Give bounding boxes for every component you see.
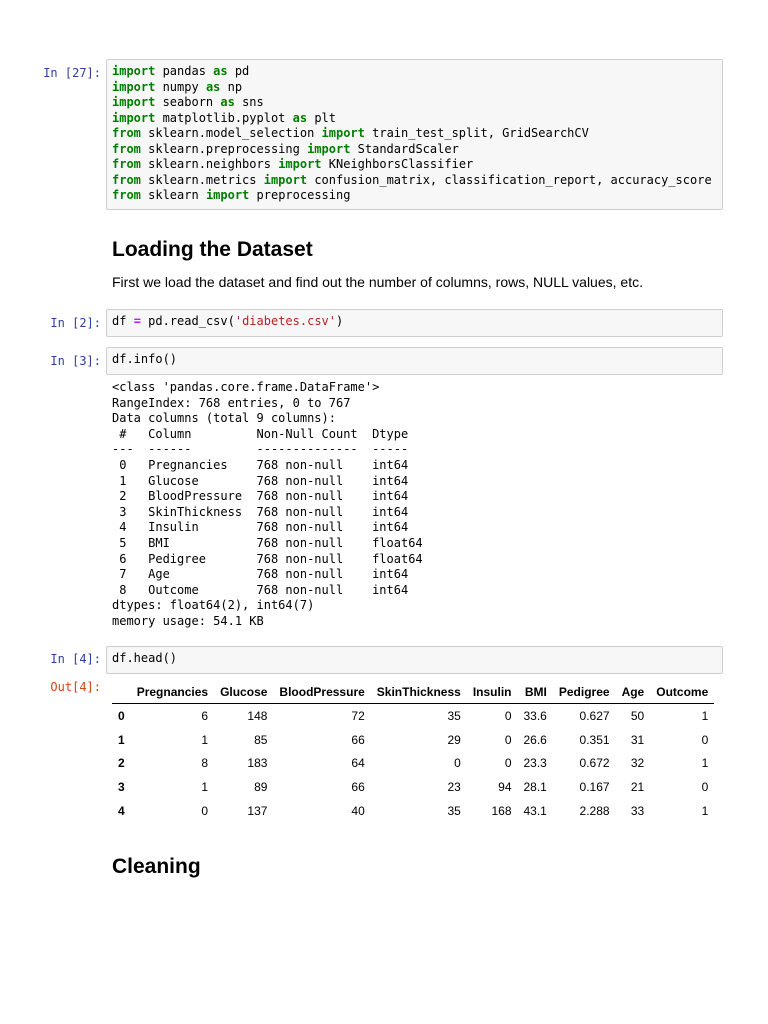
code-token: preprocessing: [249, 188, 351, 202]
table-cell: 50: [630, 708, 645, 723]
column-header: Age: [616, 681, 651, 704]
code-token: sns: [234, 95, 264, 109]
code-keyword: import: [205, 188, 250, 202]
column-header: BMI: [518, 681, 553, 704]
table-cell: 168: [491, 804, 512, 819]
code-keyword: as: [213, 64, 228, 78]
table-cell: 40: [351, 804, 365, 819]
table-cell: 64: [351, 756, 365, 771]
code-keyword: from: [112, 141, 141, 156]
table-cell: 32: [630, 756, 645, 771]
cell-2-code-editor[interactable]: [106, 309, 723, 337]
table-cell: 1: [701, 756, 709, 771]
row-index: 3: [118, 780, 125, 795]
table-cell: 0: [701, 732, 709, 747]
code-token: pandas: [155, 64, 214, 78]
code-token: seaborn: [155, 95, 221, 109]
table-cell: 66: [351, 780, 365, 795]
table-cell: 183: [247, 756, 268, 771]
code-token: np: [220, 79, 243, 94]
section-description: First we load the dataset and find out the number of columns, rows, NULL values, etc.: [112, 274, 643, 290]
table-cell: 21: [630, 780, 645, 795]
code-keyword: import: [112, 95, 156, 109]
code-keyword: from: [112, 172, 141, 187]
code-token: confusion_matrix, classification_report, accuracy_score: [307, 172, 712, 187]
code-operator: =: [133, 314, 141, 328]
code-keyword: from: [112, 126, 141, 140]
table-row: [112, 752, 714, 776]
table-cell: 1: [201, 780, 209, 795]
table-cell: 29: [447, 732, 461, 747]
table-cell: 0.351: [579, 732, 610, 747]
cell-4-output-prompt: Out[4]:: [50, 680, 101, 694]
column-header: Pregnancies: [131, 681, 214, 704]
cell-2-input-prompt: In [2]:: [50, 316, 101, 330]
table-cell: 23: [447, 780, 461, 795]
table-cell: 33.6: [523, 708, 547, 723]
code-token: sklearn.metrics: [140, 172, 264, 187]
table-cell: 35: [447, 708, 461, 723]
code-token: sklearn: [140, 188, 206, 202]
table-cell: 23.3: [523, 756, 547, 771]
cell-3-stdout-output: <class 'pandas.core.frame.DataFrame'> RangeIndex: 768 entries, 0 to 767 Data columns (total 9 columns): # Column Non-Null Count Dtype --- ------ -------------- ----- 0 Pregnancies 768 non-null int64 1 Glucose 768 non-null int64 2 BloodPressure 768 non-null int64 3 SkinThickness 768 non-null int64 4 Insulin 768 non-null int64 5 BMI 768 non-null float64 6 Pedigree 768 non-null float64 7 Age 768 non-null int64 8 Outcome 768 non-null int64 dtypes: float64(2), int64(7) memory usage: 54.1 KB: [112, 380, 423, 628]
table-cell: 0.627: [579, 708, 610, 723]
table-cell: 1: [201, 732, 209, 747]
column-header: Pedigree: [553, 681, 616, 704]
table-body: [112, 704, 714, 823]
table-cell: 8: [201, 756, 209, 771]
table-cell: 0.672: [579, 756, 610, 771]
code-keyword: import: [263, 172, 308, 187]
table-cell: 35: [447, 804, 461, 819]
table-cell: 0.167: [579, 780, 610, 795]
table-header-row: [112, 681, 714, 704]
column-header: Glucose: [214, 681, 273, 704]
column-header: Insulin: [467, 681, 518, 704]
table-cell: 72: [351, 708, 365, 723]
code-keyword: import: [307, 141, 351, 156]
cell-3-code-editor[interactable]: [106, 347, 723, 375]
table-cell: 148: [247, 708, 268, 723]
table-row: [112, 799, 714, 823]
code-token: sklearn.preprocessing: [140, 141, 308, 156]
table-row: [112, 728, 714, 752]
code-token: pd.read_csv(: [140, 314, 235, 328]
code-keyword: from: [112, 188, 141, 202]
code-keyword: import: [321, 126, 365, 140]
code-keyword: as: [205, 79, 221, 94]
row-index: 2: [118, 756, 125, 771]
code-token: KNeighborsClassifier: [321, 157, 474, 171]
code-token: plt: [307, 110, 336, 125]
table-cell: 2.288: [579, 804, 610, 819]
table-cell: 137: [247, 804, 268, 819]
code-token: sklearn.model_selection: [140, 126, 322, 140]
table-cell: 0: [454, 756, 461, 771]
table-cell: 26.6: [523, 732, 547, 747]
code-token: numpy: [155, 79, 206, 94]
table-cell: 6: [201, 708, 209, 723]
code-keyword: as: [220, 95, 235, 109]
table-cell: 0: [504, 756, 512, 771]
column-header: BloodPressure: [273, 681, 370, 704]
code-token: train_test_split, GridSearchCV: [364, 126, 589, 140]
cell-3-input-prompt: In [3]:: [50, 354, 101, 368]
table-cell: 0: [201, 804, 209, 819]
table-cell: 89: [254, 780, 268, 795]
table-cell: 0: [504, 732, 512, 747]
dataframe-head-table: [112, 681, 714, 823]
code-token: matplotlib.pyplot: [155, 110, 293, 125]
cell-4-code-editor[interactable]: [106, 646, 723, 674]
cell-27-code-editor[interactable]: [106, 59, 723, 210]
table-cell: 31: [630, 732, 645, 747]
table-cell: 28.1: [523, 780, 547, 795]
code-token: StandardScaler: [350, 141, 459, 156]
code-token: df.info(): [112, 352, 178, 366]
code-keyword: from: [112, 157, 141, 171]
section-heading-cleaning: Cleaning: [112, 855, 201, 878]
code-keyword: import: [112, 79, 156, 94]
code-token: df: [112, 314, 134, 328]
table-cell: 94: [498, 780, 512, 795]
cell-4-input-prompt: In [4]:: [50, 652, 101, 666]
code-keyword: import: [278, 157, 322, 171]
code-token: ): [336, 314, 344, 328]
row-index: 0: [118, 708, 125, 723]
index-header: [112, 681, 131, 704]
table-row: [112, 704, 714, 728]
column-header: SkinThickness: [371, 681, 467, 704]
table-cell: 66: [351, 732, 365, 747]
section-heading-loading-dataset: Loading the Dataset: [112, 238, 313, 261]
table-cell: 85: [254, 732, 268, 747]
code-token: df.head(): [112, 651, 178, 665]
code-token: pd: [227, 64, 250, 78]
code-keyword: import: [112, 64, 156, 78]
table-cell: 1: [701, 804, 709, 819]
table-row: [112, 775, 714, 799]
code-string: 'diabetes.csv': [234, 314, 336, 328]
code-keyword: as: [292, 110, 308, 125]
row-index: 4: [118, 804, 125, 819]
table-cell: 0: [701, 780, 709, 795]
code-token: sklearn.neighbors: [140, 157, 279, 171]
row-index: 1: [118, 732, 125, 747]
code-keyword: import: [112, 110, 156, 125]
cell-27-input-prompt: In [27]:: [43, 66, 101, 80]
table-cell: 1: [701, 708, 709, 723]
table-cell: 33: [630, 804, 645, 819]
table-cell: 43.1: [523, 804, 547, 819]
column-header: Outcome: [650, 681, 714, 704]
table-cell: 0: [504, 708, 512, 723]
